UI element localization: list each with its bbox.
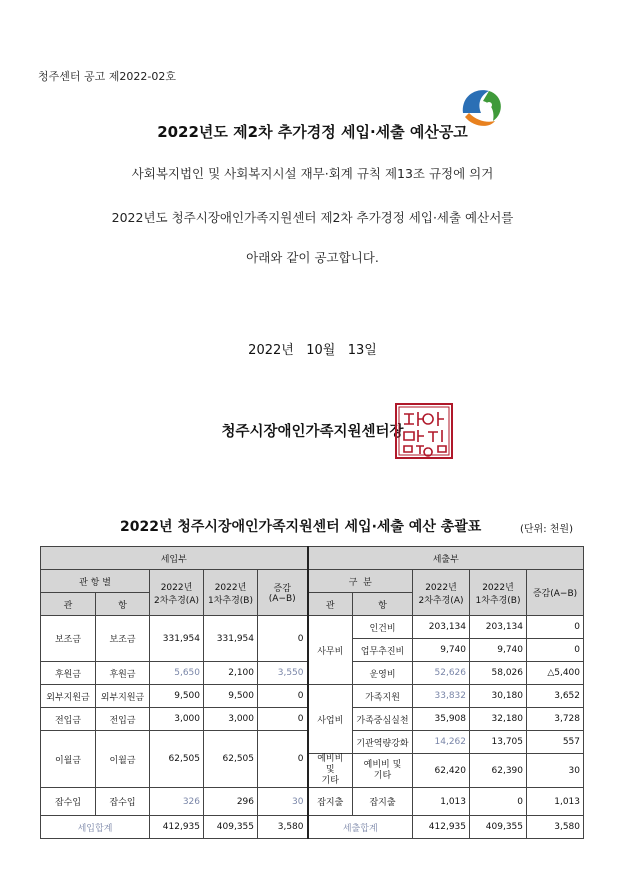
rev-a: 3,000: [150, 708, 204, 731]
official-seal-icon: [394, 402, 454, 460]
expense-total-b: 409,355: [470, 816, 527, 839]
table-row: [41, 788, 584, 816]
body-line-3: 아래와 같이 공고합니다.: [246, 250, 379, 265]
organization-name: 청주시장애인가족지원센터장: [221, 424, 404, 440]
exp-a: 14,262: [413, 731, 470, 754]
expense-total-diff: 3,580: [527, 816, 584, 839]
rev-hang: 잡수입: [96, 788, 150, 816]
revenue-total-b: 409,355: [204, 816, 258, 839]
rev-b: 3,000: [204, 708, 258, 731]
rev-b: 296: [204, 788, 258, 816]
exp-hang: 가족중심실천: [353, 708, 413, 731]
rev-gwan: 잡수입: [41, 788, 96, 816]
table-row: [41, 685, 584, 708]
expense-category-header: 구 분: [308, 570, 413, 593]
exp-b: 203,134: [470, 616, 527, 639]
exp-b: 9,740: [470, 639, 527, 662]
expense-header: 세출부: [308, 547, 584, 570]
rev-diff: 0: [258, 685, 308, 708]
col-diff-header: 증감(A−B): [258, 570, 308, 616]
table-total-row: [41, 816, 584, 839]
exp-b: 58,026: [470, 662, 527, 685]
notice-number: 청주센터 공고 제2022-02호: [38, 70, 176, 83]
rev-diff: 0: [258, 708, 308, 731]
rev-gwan: 후원금: [41, 662, 96, 685]
exp-a: 62,420: [413, 754, 470, 788]
revenue-header: 세입부: [41, 547, 308, 570]
exp-hang: 기관역량강화: [353, 731, 413, 754]
notice-title: 2022년도 제2차 추가경정 세입·세출 예산공고: [157, 123, 468, 141]
exp-diff: 0: [527, 639, 584, 662]
budget-summary-table: [40, 546, 584, 839]
exp-diff: △5,400: [527, 662, 584, 685]
exp-b: 32,180: [470, 708, 527, 731]
rev-b: 2,100: [204, 662, 258, 685]
exp-hang: 업무추진비: [353, 639, 413, 662]
rev-b: 62,505: [204, 731, 258, 788]
body-line-1: 사회복지법인 및 사회복지시설 재무·회계 규칙 제13조 규정에 의거: [131, 166, 494, 181]
table-row: [41, 616, 584, 639]
rev-a: 9,500: [150, 685, 204, 708]
notice-date: 2022년 10월 13일: [248, 343, 377, 358]
rev-diff: 3,550: [258, 662, 308, 685]
exp-a: 203,134: [413, 616, 470, 639]
exp-group-office: 사무비: [308, 616, 353, 685]
exp-diff: 3,728: [527, 708, 584, 731]
unit-label: (단위: 천원): [520, 524, 573, 535]
rev-hang: 보조금: [96, 616, 150, 662]
exp-diff: 0: [527, 616, 584, 639]
exp-hang: 가족지원: [353, 685, 413, 708]
exp-col-b-header: 2022년 1차추경(B): [470, 570, 527, 616]
col-b-header: 2022년 1차추경(B): [204, 570, 258, 616]
revenue-total-diff: 3,580: [258, 816, 308, 839]
rev-b: 9,500: [204, 685, 258, 708]
exp-group-reserve: 예비비 및 기타: [308, 754, 353, 788]
exp-diff: 30: [527, 754, 584, 788]
hang-header: 항: [96, 593, 150, 616]
gwan-header: 관: [41, 593, 96, 616]
exp-hang-header: 항: [353, 593, 413, 616]
exp-diff: 557: [527, 731, 584, 754]
rev-diff: 0: [258, 731, 308, 788]
exp-a: 33,832: [413, 685, 470, 708]
exp-diff: 3,652: [527, 685, 584, 708]
rev-gwan: 보조금: [41, 616, 96, 662]
expense-total-a: 412,935: [413, 816, 470, 839]
exp-col-diff-header: 증감(A−B): [527, 570, 584, 616]
exp-diff: 1,013: [527, 788, 584, 816]
rev-hang: 전입금: [96, 708, 150, 731]
rev-hang: 이월금: [96, 731, 150, 788]
rev-b: 331,954: [204, 616, 258, 662]
exp-b: 30,180: [470, 685, 527, 708]
exp-hang: 인건비: [353, 616, 413, 639]
exp-hang: 잡지출: [353, 788, 413, 816]
revenue-category-header: 관 항 별: [41, 570, 150, 593]
rev-hang: 외부지원금: [96, 685, 150, 708]
expense-total-label: 세출합계: [308, 816, 413, 839]
exp-group-project: 사업비: [308, 685, 353, 754]
exp-group-misc: 잡지출: [308, 788, 353, 816]
revenue-total-a: 412,935: [150, 816, 204, 839]
rev-a: 326: [150, 788, 204, 816]
rev-diff: 0: [258, 616, 308, 662]
exp-b: 13,705: [470, 731, 527, 754]
rev-a: 331,954: [150, 616, 204, 662]
rev-gwan: 이월금: [41, 731, 96, 788]
body-line-2: 2022년도 청주시장애인가족지원센터 제2차 추가경정 세입·세출 예산서를: [111, 210, 514, 225]
rev-gwan: 외부지원금: [41, 685, 96, 708]
exp-a: 9,740: [413, 639, 470, 662]
exp-a: 1,013: [413, 788, 470, 816]
exp-a: 52,626: [413, 662, 470, 685]
exp-hang: 예비비 및 기타: [353, 754, 413, 788]
rev-gwan: 전입금: [41, 708, 96, 731]
exp-gwan-header: 관: [308, 593, 353, 616]
rev-a: 5,650: [150, 662, 204, 685]
rev-hang: 후원금: [96, 662, 150, 685]
col-a-header: 2022년 2차추경(A): [150, 570, 204, 616]
table-title: 2022년 청주시장애인가족지원센터 세입·세출 예산 총괄표: [120, 519, 482, 535]
exp-hang: 운영비: [353, 662, 413, 685]
exp-col-a-header: 2022년 2차추경(A): [413, 570, 470, 616]
exp-b: 0: [470, 788, 527, 816]
rev-a: 62,505: [150, 731, 204, 788]
exp-a: 35,908: [413, 708, 470, 731]
exp-b: 62,390: [470, 754, 527, 788]
rev-diff: 30: [258, 788, 308, 816]
revenue-total-label: 세입합계: [41, 816, 150, 839]
